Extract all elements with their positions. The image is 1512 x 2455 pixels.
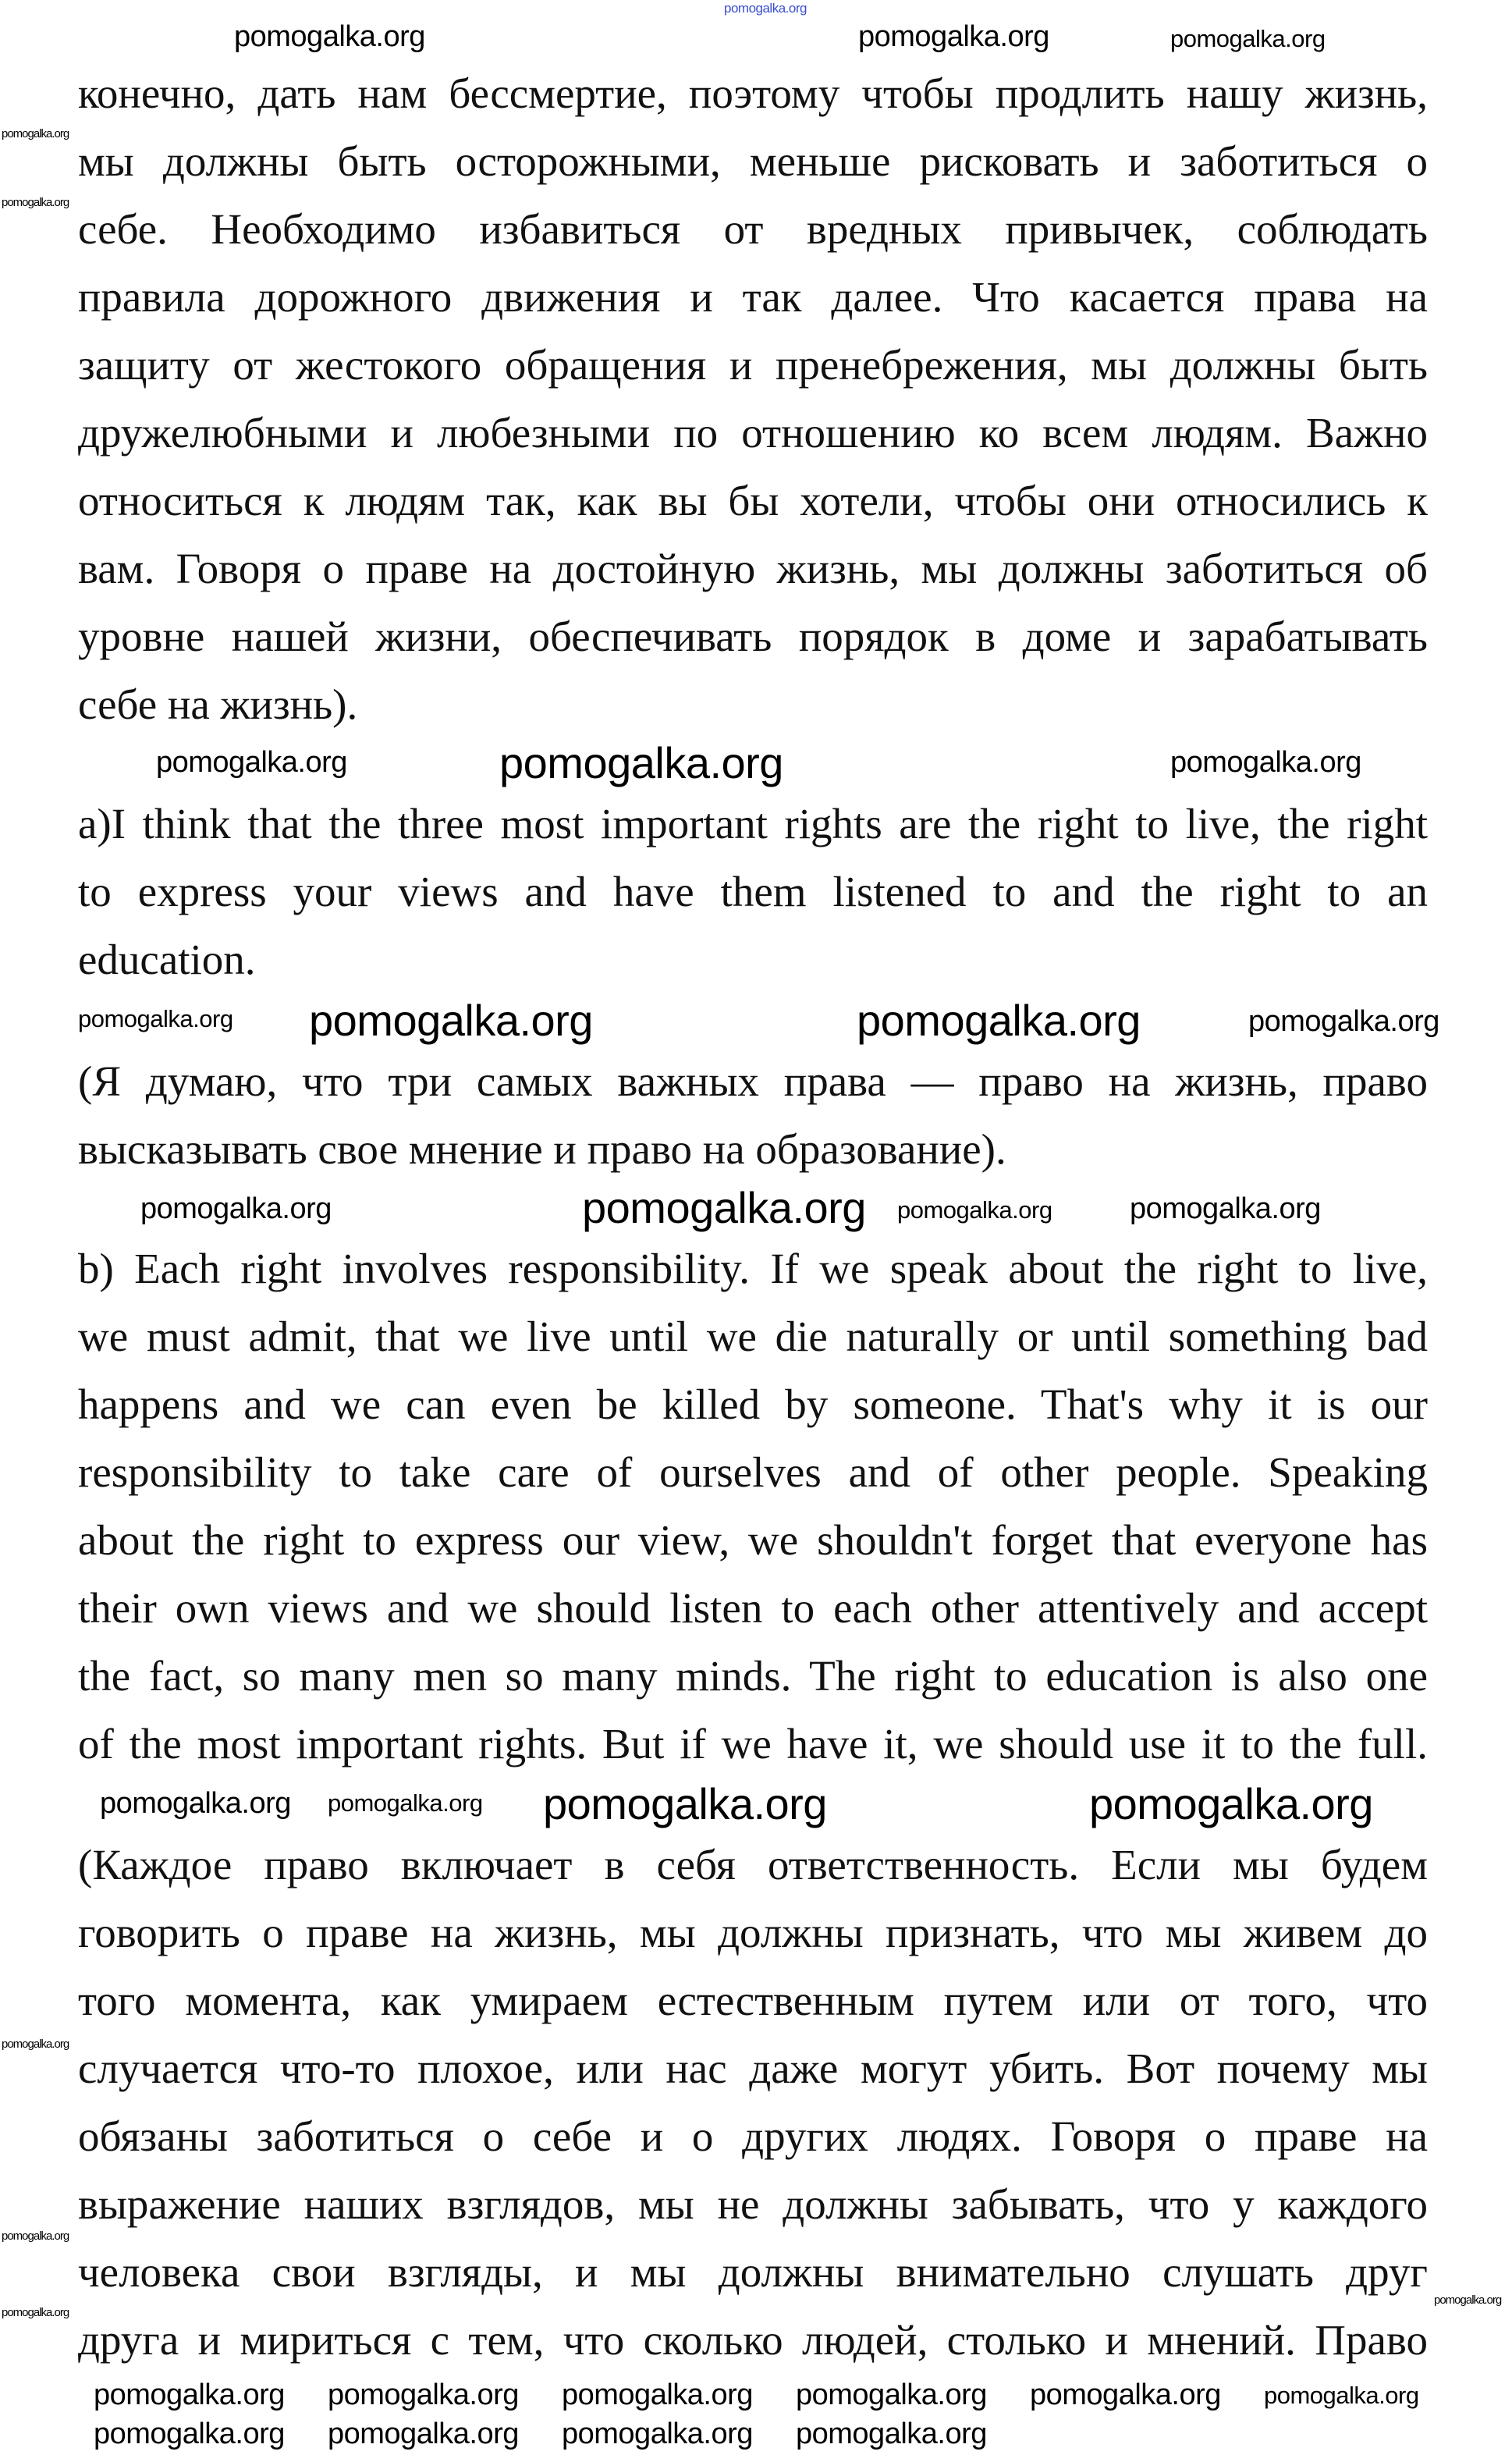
watermark: pomogalka.org bbox=[2, 196, 69, 209]
watermark: pomogalka.org bbox=[309, 996, 593, 1045]
text-line: дружелюбными и любезными по отношению ко всем людям. Важно bbox=[78, 409, 1428, 457]
watermark: pomogalka.org bbox=[858, 20, 1049, 53]
text-line: their own views and we should listen to each other attentively and accept bbox=[78, 1584, 1428, 1632]
text-line: друга и мириться с тем, что сколько людей, столько и мнений. Право bbox=[78, 2316, 1428, 2364]
watermark: pomogalka.org bbox=[499, 738, 783, 787]
text-line: обязаны заботиться о себе и о других людях. Говоря о праве на bbox=[78, 2112, 1428, 2160]
watermark: pomogalka.org bbox=[796, 2418, 987, 2450]
watermark: pomogalka.org bbox=[2, 127, 69, 140]
watermark: pomogalka.org bbox=[94, 2418, 285, 2450]
watermark: pomogalka.org bbox=[1130, 1192, 1321, 1225]
text-line: человека свои взгляды, и мы должны внимательно слушать друг bbox=[78, 2248, 1428, 2296]
watermark: pomogalka.org bbox=[328, 2418, 519, 2450]
text-line: случается что-то плохое, или нас даже могут убить. Вот почему мы bbox=[78, 2045, 1428, 2092]
watermark: pomogalka.org bbox=[897, 1196, 1052, 1224]
watermark: pomogalka.org bbox=[562, 2418, 753, 2450]
text-line: того момента, как умираем естественным путем или от того, что bbox=[78, 1977, 1428, 2024]
text-line: the fact, so many men so many minds. The right to education is also one bbox=[78, 1652, 1428, 1700]
paragraph bbox=[78, 59, 1428, 738]
watermark: pomogalka.org bbox=[1170, 25, 1326, 52]
watermark: pomogalka.org bbox=[328, 1789, 483, 1817]
text-line: (Каждое право включает в себя ответственность. Если мы будем bbox=[78, 1841, 1428, 1888]
text-line: b) Each right involves responsibility. If we speak about the right to live, bbox=[78, 1245, 1428, 1292]
watermark: pomogalka.org bbox=[1030, 2379, 1221, 2411]
text-line: to express your views and have them listened to and the right to an bbox=[78, 868, 1428, 915]
text-line: of the most important rights. But if we have it, we should use it to the full. bbox=[78, 1720, 1428, 1768]
text-line: we must admit, that we live until we die naturally or until something bad bbox=[78, 1313, 1428, 1360]
paragraph bbox=[78, 1831, 1428, 2374]
watermark: pomogalka.org bbox=[1089, 1779, 1373, 1828]
text-line: правила дорожного движения и так далее. Что касается права на bbox=[78, 273, 1428, 321]
watermark: pomogalka.org bbox=[724, 1, 807, 16]
watermark: pomogalka.org bbox=[2, 2306, 69, 2319]
paragraph bbox=[78, 1047, 1428, 1183]
watermark: pomogalka.org bbox=[796, 2379, 987, 2411]
watermark: pomogalka.org bbox=[857, 996, 1141, 1045]
text-line: относиться к людям так, как вы бы хотели, чтобы они относились к bbox=[78, 477, 1428, 524]
text-line: себе на жизнь). bbox=[78, 680, 358, 728]
watermark: pomogalka.org bbox=[2, 2038, 69, 2051]
watermark: pomogalka.org bbox=[543, 1779, 827, 1828]
watermark: pomogalka.org bbox=[156, 746, 347, 779]
text-line: высказывать свое мнение и право на образование). bbox=[78, 1125, 1006, 1173]
text-line: себе. Необходимо избавиться от вредных привычек, соблюдать bbox=[78, 205, 1428, 253]
watermark: pomogalka.org bbox=[1264, 2382, 1419, 2409]
watermark: pomogalka.org bbox=[582, 1183, 866, 1232]
watermark: pomogalka.org bbox=[234, 20, 425, 53]
watermark: pomogalka.org bbox=[1434, 2293, 1502, 2307]
watermark: pomogalka.org bbox=[1170, 746, 1361, 779]
text-line: (Я думаю, что три самых важных права — право на жизнь, право bbox=[78, 1057, 1428, 1105]
text-line: education. bbox=[78, 936, 256, 983]
text-line: выражение наших взглядов, мы не должны забывать, что у каждого bbox=[78, 2180, 1428, 2228]
text-line: happens and we can even be killed by someone. That's why it is our bbox=[78, 1380, 1428, 1428]
text-line: вам. Говоря о праве на достойную жизнь, мы должны заботиться об bbox=[78, 545, 1428, 592]
watermark: pomogalka.org bbox=[328, 2379, 519, 2411]
watermark: pomogalka.org bbox=[2, 2229, 69, 2243]
watermark: pomogalka.org bbox=[1248, 1005, 1439, 1038]
text-line: конечно, дать нам бессмертие, поэтому чтобы продлить нашу жизнь, bbox=[78, 69, 1428, 117]
text-line: about the right to express our view, we shouldn't forget that everyone has bbox=[78, 1516, 1428, 1564]
watermark: pomogalka.org bbox=[94, 2379, 285, 2411]
text-line: мы должны быть осторожными, меньше рисковать и заботиться о bbox=[78, 137, 1428, 185]
text-line: responsibility to take care of ourselves and of other people. Speaking bbox=[78, 1448, 1428, 1496]
paragraph bbox=[78, 790, 1428, 993]
text-line: говорить о праве на жизнь, мы должны признать, что мы живем до bbox=[78, 1909, 1428, 1956]
watermark: pomogalka.org bbox=[562, 2379, 753, 2411]
watermark: pomogalka.org bbox=[78, 1005, 233, 1032]
text-line: a)I think that the three most important rights are the right to live, the right bbox=[78, 800, 1428, 847]
paragraph bbox=[78, 1235, 1428, 1778]
text-line: уровне нашей жизни, обеспечивать порядок в доме и зарабатывать bbox=[78, 613, 1428, 660]
text-line: защиту от жестокого обращения и пренебрежения, мы должны быть bbox=[78, 341, 1428, 389]
watermark: pomogalka.org bbox=[100, 1787, 291, 1820]
watermark: pomogalka.org bbox=[140, 1192, 332, 1225]
